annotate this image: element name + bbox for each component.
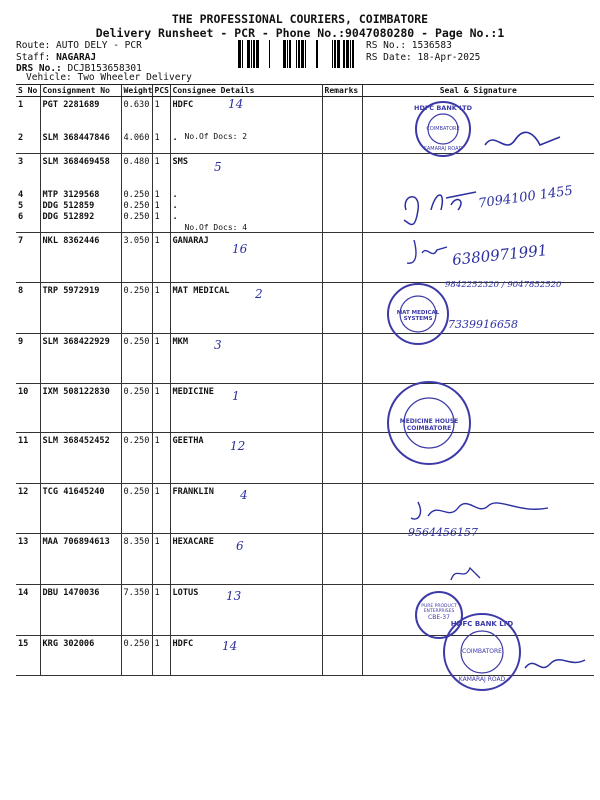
- stamp-text: PURE PRODUCT ENTERPRISES: [421, 604, 457, 614]
- sno-cell: [16, 433, 40, 484]
- cell-line: 0.250: [123, 436, 150, 446]
- cell-line: NKL 8362446: [42, 236, 100, 246]
- cell-line: .: [172, 212, 178, 222]
- docs-count: No.Of Docs: 4: [184, 223, 248, 232]
- cell-line: [43, 122, 119, 133]
- signature-icon: [396, 180, 486, 230]
- cell-line: 11: [18, 436, 29, 446]
- table-row: [16, 384, 594, 433]
- sno-cell: [16, 585, 40, 636]
- cell-line: HEXACARE: [172, 537, 214, 547]
- cell-line: 1: [18, 100, 24, 110]
- cell-line: SLM 368452452: [42, 436, 110, 446]
- sno-cell: [16, 484, 40, 534]
- col-remarks: Remarks: [322, 85, 362, 97]
- handwritten-count: 6: [236, 539, 244, 553]
- consignee-cell: [170, 233, 322, 283]
- cell-line: [173, 179, 320, 190]
- cell-line: [43, 111, 119, 122]
- staff-label: Staff:: [16, 52, 51, 63]
- cell-line: [173, 168, 320, 179]
- remarks-cell: [322, 154, 362, 233]
- cell-line: SLM 368447846: [42, 133, 110, 143]
- consignee-cell: [170, 534, 322, 585]
- cell-line: 8: [18, 286, 24, 296]
- handwritten-count: 14: [228, 97, 244, 111]
- weight-cell: [121, 97, 152, 154]
- remarks-cell: [322, 484, 362, 534]
- consignee-cell: [170, 585, 322, 636]
- cell-line: GANARAJ: [172, 236, 209, 246]
- table-row: [16, 534, 594, 585]
- col-pcs: PCS: [152, 85, 170, 97]
- medicine-house-stamp: [386, 380, 472, 466]
- cell-line: 3: [18, 157, 24, 167]
- cell-line: 0.250: [123, 190, 150, 200]
- sno-cell: [16, 154, 40, 233]
- cell-line: HDFC: [172, 100, 194, 110]
- consignment-cell: [40, 534, 121, 585]
- cell-line: [155, 122, 168, 133]
- cell-line: [18, 179, 38, 190]
- handwritten-count: 1: [232, 389, 240, 403]
- remarks-cell: [322, 384, 362, 433]
- cell-line: 0.250: [123, 286, 150, 296]
- cell-line: [18, 122, 38, 133]
- stamp-text: KAMARAJ ROAD: [423, 146, 463, 152]
- weight-cell: [121, 484, 152, 534]
- remarks-cell: [322, 534, 362, 585]
- hdfc-bank-stamp: [442, 612, 522, 692]
- pcs-cell: [152, 636, 170, 676]
- cell-line: 10: [18, 387, 29, 397]
- cell-line: SMS: [172, 157, 189, 167]
- cell-line: [155, 168, 168, 179]
- cell-line: [173, 111, 320, 122]
- stamp-text: MAT MEDICAL SYSTEMS: [396, 310, 440, 322]
- consignment-cell: [40, 97, 121, 154]
- cell-line: 9: [18, 337, 24, 347]
- consignment-cell: [40, 636, 121, 676]
- signature-icon: [446, 560, 486, 585]
- stamp-text: MEDICINE HOUSE COIMBATORE: [399, 418, 459, 432]
- pcs-cell: [152, 433, 170, 484]
- consignment-cell: [40, 384, 121, 433]
- cell-line: .: [172, 201, 178, 211]
- cell-line: 1: [154, 157, 160, 167]
- cell-line: 0.630: [123, 100, 150, 110]
- cell-line: 6: [18, 212, 24, 222]
- cell-line: 7.350: [123, 588, 150, 598]
- stamp-text: COIMBATORE: [426, 126, 460, 132]
- cell-line: SLM 368469458: [42, 157, 110, 167]
- cell-line: TCG 41645240: [42, 487, 105, 497]
- cell-line: [18, 111, 38, 122]
- cell-line: 2: [18, 133, 24, 143]
- cell-line: 1: [154, 286, 160, 296]
- company-title: THE PROFESSIONAL COURIERS, COIMBATORE: [171, 12, 429, 26]
- sno-cell: [16, 384, 40, 433]
- handwritten-phone: 7094100 1455: [477, 183, 574, 212]
- remarks-cell: [322, 283, 362, 334]
- handwritten-count: 14: [222, 639, 238, 653]
- cell-line: 0.250: [123, 212, 150, 222]
- consignment-cell: [40, 433, 121, 484]
- consignee-cell: [170, 334, 322, 384]
- pcs-cell: [152, 154, 170, 233]
- cell-line: 0.250: [123, 201, 150, 211]
- barcode-icon: [238, 40, 358, 68]
- cell-line: [124, 179, 150, 190]
- cell-line: MKM: [172, 337, 189, 347]
- cell-line: 3.050: [123, 236, 150, 246]
- cell-line: 1: [154, 436, 160, 446]
- cell-line: TRP 5972919: [42, 286, 100, 296]
- cell-line: IXM 508122830: [42, 387, 110, 397]
- pcs-cell: [152, 484, 170, 534]
- cell-line: [124, 122, 150, 133]
- cell-line: MAT MEDICAL: [172, 286, 230, 296]
- cell-line: HDFC: [172, 639, 194, 649]
- cell-line: 15: [18, 639, 29, 649]
- cell-line: MAA 706894613: [42, 537, 110, 547]
- cell-line: DDG 512892: [42, 212, 95, 222]
- cell-line: GEETHA: [172, 436, 204, 446]
- cell-line: 1: [154, 639, 160, 649]
- cell-line: 0.250: [123, 337, 150, 347]
- signature-icon: [480, 125, 570, 160]
- cell-line: MEDICINE: [172, 387, 214, 397]
- cell-line: 1: [154, 212, 160, 222]
- consignee-cell: [170, 154, 322, 233]
- pcs-cell: [152, 534, 170, 585]
- cell-line: 1: [154, 133, 160, 143]
- sno-cell: [16, 233, 40, 283]
- cell-line: SLM 368422929: [42, 337, 110, 347]
- cell-line: 13: [18, 537, 29, 547]
- col-consignment: Consignment No: [40, 85, 121, 97]
- weight-cell: [121, 636, 152, 676]
- weight-cell: [121, 384, 152, 433]
- handwritten-count: 5: [214, 160, 222, 174]
- cell-line: DDG 512859: [42, 201, 95, 211]
- cell-line: 12: [18, 487, 29, 497]
- handwritten-count: 3: [214, 338, 222, 352]
- sno-cell: [16, 97, 40, 154]
- staff-name: NAGARAJ: [56, 52, 97, 63]
- drs-number: DCJB153658301: [67, 63, 142, 74]
- handwritten-phone: 9842252320 / 9047852520: [445, 280, 562, 290]
- cell-line: 1: [154, 588, 160, 598]
- drs-label: DRS No.:: [16, 63, 62, 74]
- runsheet-subtitle: Delivery Runsheet - PCR - Phone No.:9047080280 - Page No.:1: [95, 26, 505, 40]
- weight-cell: [121, 334, 152, 384]
- consignment-cell: [40, 233, 121, 283]
- cell-line: 5: [18, 201, 24, 211]
- cell-line: 0.250: [123, 387, 150, 397]
- cell-line: 1: [154, 236, 160, 246]
- stamp-text: CBE-37: [428, 614, 450, 621]
- pcs-cell: [152, 283, 170, 334]
- cell-line: 4.060: [123, 133, 150, 143]
- cell-line: MTP 3129568: [42, 190, 100, 200]
- cell-line: KRG 302006: [42, 639, 95, 649]
- handwritten-phone: 7339916658: [448, 318, 518, 331]
- remarks-cell: [322, 97, 362, 154]
- consignment-cell: [40, 283, 121, 334]
- sno-cell: [16, 534, 40, 585]
- hdfc-bank-stamp: [414, 100, 472, 158]
- consignment-cell: [40, 585, 121, 636]
- cell-line: .: [172, 190, 178, 200]
- cell-line: 8.350: [123, 537, 150, 547]
- route-text: Route: AUTO DELY - PCR: [16, 40, 142, 51]
- col-sno: S No: [16, 85, 40, 97]
- cell-line: 4: [18, 190, 24, 200]
- pcs-cell: [152, 585, 170, 636]
- consignee-cell: [170, 433, 322, 484]
- consignee-cell: [170, 636, 322, 676]
- cell-line: PGT 2281689: [42, 100, 100, 110]
- cell-line: 1: [154, 100, 160, 110]
- cell-line: [43, 168, 119, 179]
- remarks-cell: [322, 636, 362, 676]
- mat-medical-stamp: [386, 282, 450, 346]
- consignee-cell: [170, 384, 322, 433]
- stamp-text: HDFC BANK LTD: [414, 104, 472, 112]
- cell-line: [124, 111, 150, 122]
- cell-line: [155, 179, 168, 190]
- cell-line: .: [172, 133, 178, 143]
- cell-line: DBU 1470036: [42, 588, 100, 598]
- cell-line: 1: [154, 337, 160, 347]
- rs-date: RS Date: 18-Apr-2025: [366, 52, 481, 63]
- signature-icon: [520, 650, 590, 680]
- cell-line: [124, 168, 150, 179]
- cell-line: 0.250: [123, 487, 150, 497]
- signature-icon: [402, 235, 452, 270]
- handwritten-count: 13: [226, 589, 242, 603]
- cell-line: [43, 179, 119, 190]
- consignment-cell: [40, 334, 121, 384]
- consignment-cell: [40, 484, 121, 534]
- sno-cell: [16, 283, 40, 334]
- handwritten-phone: 9564456157: [408, 526, 478, 539]
- pcs-cell: [152, 233, 170, 283]
- sno-cell: [16, 636, 40, 676]
- cell-line: [155, 111, 168, 122]
- cell-line: [18, 168, 38, 179]
- col-weight: Weight: [121, 85, 152, 97]
- pcs-cell: [152, 384, 170, 433]
- table-row: [16, 334, 594, 384]
- docs-count: No.Of Docs: 2: [184, 132, 248, 141]
- rs-number: RS No.: 1536583: [366, 40, 452, 51]
- cell-line: 1: [154, 190, 160, 200]
- weight-cell: [121, 433, 152, 484]
- cell-line: LOTUS: [172, 588, 199, 598]
- table-header-row: [16, 85, 594, 97]
- remarks-cell: [322, 433, 362, 484]
- cell-line: 1: [154, 487, 160, 497]
- weight-cell: [121, 585, 152, 636]
- consignment-cell: [40, 154, 121, 233]
- stamp-text: COIMBATORE: [462, 648, 502, 655]
- remarks-cell: [322, 585, 362, 636]
- consignee-cell: [170, 283, 322, 334]
- signature-icon: [408, 496, 558, 526]
- handwritten-count: 16: [232, 242, 248, 256]
- vehicle-text: Vehicle: Two Wheeler Delivery: [26, 72, 192, 83]
- weight-cell: [121, 154, 152, 233]
- cell-line: 0.250: [123, 639, 150, 649]
- handwritten-count: 12: [230, 439, 246, 453]
- stamp-text: HDFC BANK LTD: [450, 620, 514, 628]
- pcs-cell: [152, 97, 170, 154]
- cell-line: 1: [154, 387, 160, 397]
- col-consignee: Consignee Details: [170, 85, 322, 97]
- remarks-cell: [322, 334, 362, 384]
- weight-cell: [121, 283, 152, 334]
- cell-line: 1: [154, 201, 160, 211]
- cell-line: 0.480: [123, 157, 150, 167]
- cell-line: 1: [154, 537, 160, 547]
- table-row: [16, 433, 594, 484]
- remarks-cell: [322, 233, 362, 283]
- weight-cell: [121, 534, 152, 585]
- handwritten-count: 2: [255, 287, 263, 301]
- pcs-cell: [152, 334, 170, 384]
- consignee-cell: [170, 97, 322, 154]
- cell-line: 14: [18, 588, 29, 598]
- col-seal: Seal & Signature: [362, 85, 594, 97]
- weight-cell: [121, 233, 152, 283]
- sno-cell: [16, 334, 40, 384]
- runsheet-table: [16, 84, 594, 676]
- stamp-text: KAMARAJ ROAD: [458, 676, 506, 683]
- handwritten-phone: 6380971991: [451, 241, 549, 269]
- cell-line: 7: [18, 236, 24, 246]
- cell-line: FRANKLIN: [172, 487, 214, 497]
- handwritten-count: 4: [240, 488, 248, 502]
